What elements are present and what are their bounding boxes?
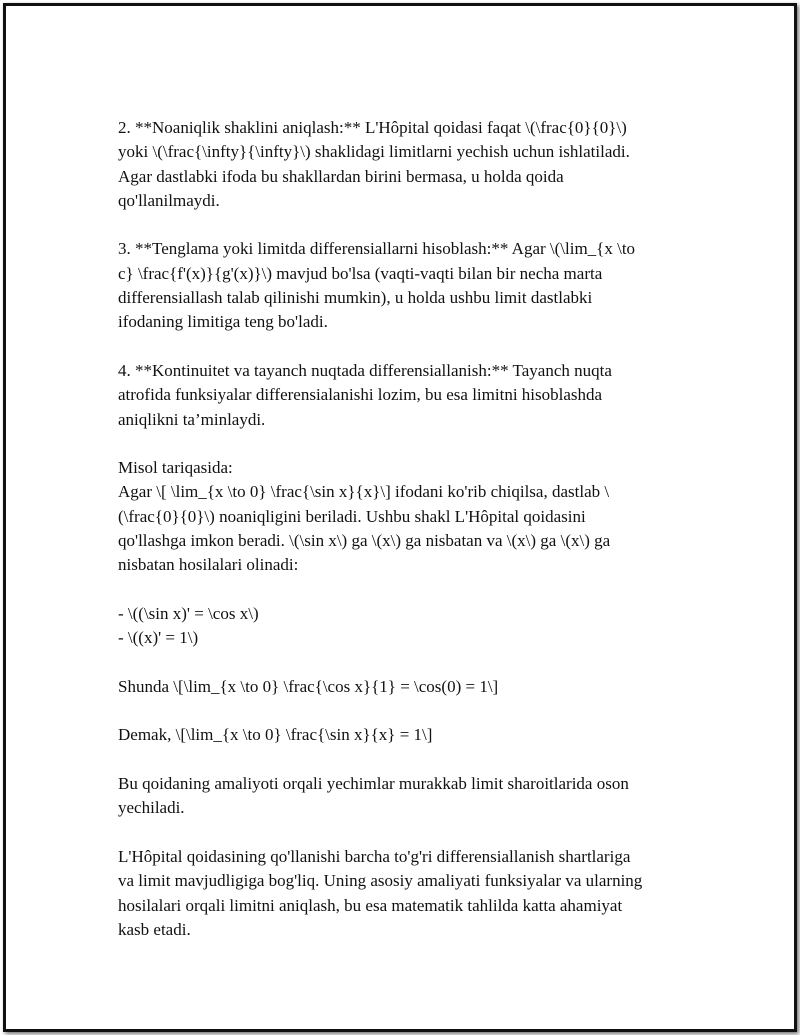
- paragraph-indeterminate-form: [118, 116, 698, 213]
- paragraph-conclusion: [118, 845, 698, 942]
- paragraph-then: [118, 675, 698, 699]
- text-line: Bu qoidaning amaliyoti orqali yechimlar murakkab limit sharoitlarida oson: [118, 774, 629, 794]
- text-line: differensiallash talab qilinishi mumkin), u holda ushbu limit dastlabki: [118, 288, 593, 308]
- text-line: qo'llashga imkon beradi. \(\sin x\) ga \(x\) ga nisbatan va \(x\) ga \(x\) ga: [118, 531, 611, 551]
- paragraph-example: [118, 456, 698, 577]
- text-line: qo'llanilmaydi.: [118, 190, 220, 210]
- text-line: L'Hôpital qoidasining qo'llanishi barcha to'g'ri differensiallanish shartlariga: [118, 846, 631, 866]
- text-line: Agar dastlabki ifoda bu shakllardan birini bermasa, u holda qoida: [118, 166, 564, 186]
- text-line: atrofida funksiyalar differensialanishi lozim, bu esa limitni hisoblashda: [118, 385, 603, 405]
- text-line: Demak, \[\lim_{x \to 0} \frac{\sin x}{x} = 1\]: [118, 725, 433, 745]
- document-body: [118, 116, 698, 966]
- paragraph-derivative-limit: [118, 237, 698, 334]
- text-line: 2. **Noaniqlik shaklini aniqlash:** L'Hôpital qoidasi faqat \(\frac{0}{0}\): [118, 118, 627, 137]
- list-item: - \((\sin x)' = \cos x\): [118, 603, 259, 623]
- text-line: 4. **Kontinuitet va tayanch nuqtada differensiallanish:** Tayanch nuqta: [118, 360, 612, 380]
- text-line: 3. **Tenglama yoki limitda differensiallarni hisoblash:** Agar \(\lim_{x \to: [118, 239, 636, 259]
- text-line: va limit mavjudligiga bog'liq. Uning asosiy amaliyati funksiyalar va ularning: [118, 871, 643, 891]
- text-line: aniqlikni ta’minlaydi.: [118, 409, 266, 429]
- paragraph-result: [118, 723, 698, 747]
- paragraph-continuity: [118, 359, 698, 432]
- text-line: Misol tariqasida:: [118, 458, 233, 478]
- derivatives-list: [118, 602, 698, 651]
- text-line: kasb etadi.: [118, 919, 191, 939]
- text-line: yoki \(\frac{\infty}{\infty}\) shaklidagi limitlarni yechish uchun ishlatiladi.: [118, 142, 630, 162]
- list-item: - \((x)' = 1\): [118, 628, 199, 648]
- text-line: Shunda \[\lim_{x \to 0} \frac{\cos x}{1} = \cos(0) = 1\]: [118, 676, 499, 696]
- text-line: c} \frac{f'(x)}{g'(x)}\) mavjud bo'lsa (vaqti-vaqti bilan bir necha marta: [118, 263, 603, 283]
- text-line: yechiladi.: [118, 798, 185, 818]
- text-line: hosilalari orqali limitni aniqlash, bu esa matematik tahlilda katta ahamiyat: [118, 895, 623, 915]
- text-line: Agar \[ \lim_{x \to 0} \frac{\sin x}{x}\] ifodani ko'rib chiqilsa, dastlab \: [118, 482, 610, 502]
- text-line: ifodaning limitiga teng bo'ladi.: [118, 312, 328, 332]
- text-line: nisbatan hosilalari olinadi:: [118, 555, 299, 575]
- text-line: (\frac{0}{0}\) noaniqligini beriladi. Ushbu shakl L'Hôpital qoidasini: [118, 506, 586, 526]
- paragraph-practice: [118, 772, 698, 821]
